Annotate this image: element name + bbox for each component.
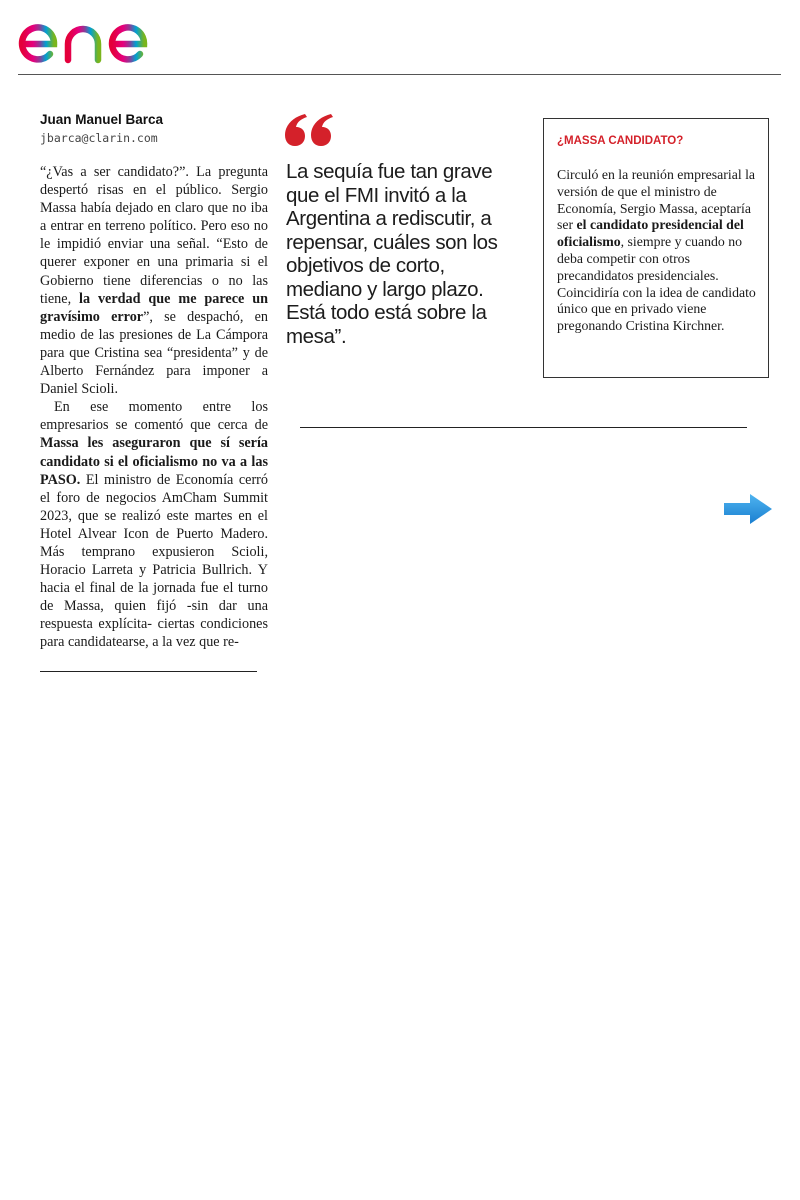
article-end-rule <box>40 671 257 672</box>
enel-logo <box>16 4 181 68</box>
pull-quote-rule <box>300 427 747 428</box>
arrow-right-icon[interactable] <box>722 492 774 526</box>
quote-mark-icon <box>283 110 335 148</box>
author-name: Juan Manuel Barca <box>40 112 164 127</box>
author-email: jbarca@clarin.com <box>40 131 158 145</box>
pull-quote: La sequía fue tan grave que el FMI invitó a la Argentina a rediscutir, a repensar, cuáles son los objetivos de corto, mediano y largo plazo. Está todo está sobre la mesa”. <box>286 160 498 348</box>
sidebar-box <box>543 118 769 378</box>
article-paragraph: “¿Vas a ser candidato?”. La pregunta despertó risas en el público. Sergio Massa había dejado en claro que no iba a entrar en terreno político. Pero eso no le impidió enviar una señal. “Esto de querer exponer en una primaria si el Gobierno tiene diferencias o no las tiene, la verdad que me parece un gravísimo error”, se despachó, en medio de las presiones de La Cámpora para que Cristina sea “presidenta” y de Alberto Fernández para imponer a Daniel Scioli. <box>40 164 268 398</box>
sidebar-body: Circuló en la reunión empresarial la versión de que el ministro de Economía, Sergio Massa, aceptaría ser el candidato presidencial del oficialismo, siempre y cuando no deba competir con otros precandidatos presidenciales. Coincidiría con la idea de candidato único que en privado viene pregonando Cristina Kirchner. <box>557 167 756 334</box>
header-rule <box>18 74 781 75</box>
article-body <box>40 163 268 652</box>
article-paragraph: En ese momento entre los empresarios se comentó que cerca de Massa les aseguraron que sí sería candidato si el oficialismo no va a las PASO. El ministro de Economía cerró el foro de negocios AmCham Summit 2023, que se realizó este martes en el Hotel Alvear Icon de Puerto Madero. Más temprano expusieron Scioli, Horacio Larreta y Patricia Bullrich. Y hacia el final de la jornada fue el turno de Massa, quien fijó -sin dar una respuesta explícita- ciertas condiciones para candidatearse, a la vez que re- <box>40 399 268 651</box>
sidebar-title: ¿MASSA CANDIDATO? <box>557 135 684 147</box>
